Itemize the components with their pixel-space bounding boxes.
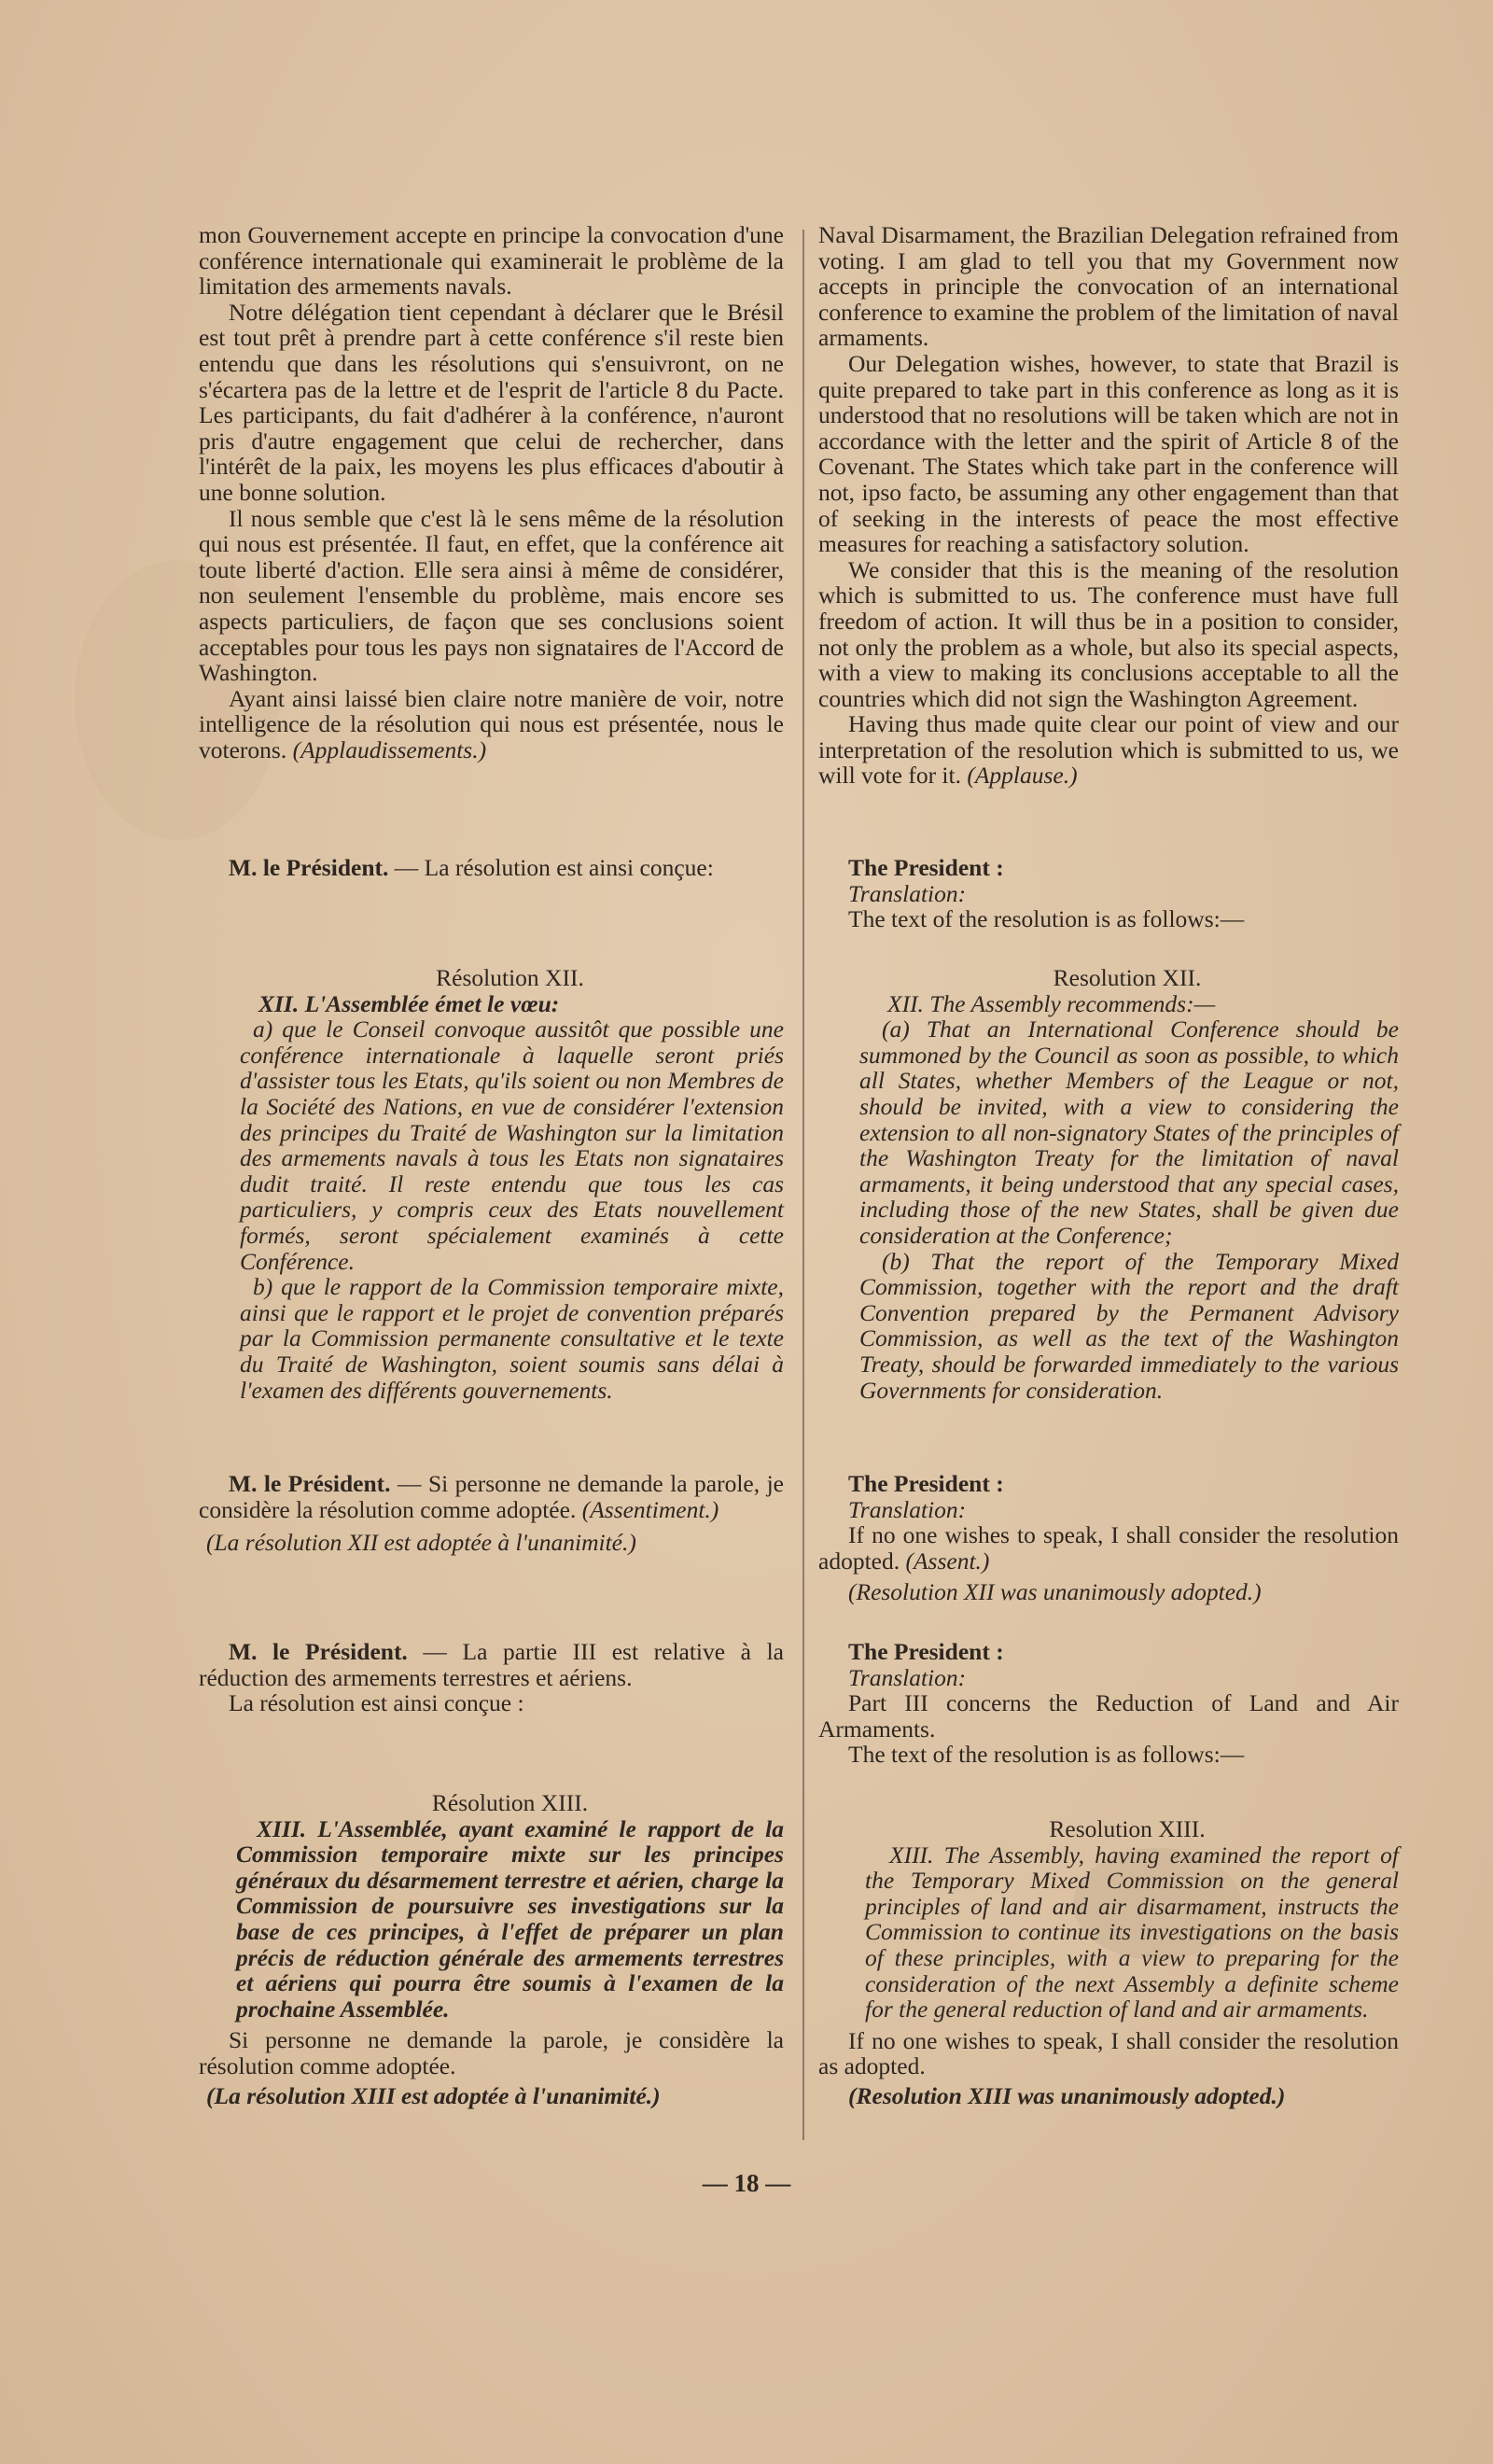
- resolution-clause: a) que le Conseil convoque aussitôt que possible une conférence internationale à laquelle seront priés d'assister tous les Etats, qu'ils soient ou non Membres de la Société des Nations, en vue de considérer l'extension des principes du Traité de Washington sur la limitation des armements navals à tous les Etats non signataires dudit traité. Il reste entendu que tous les cas particuliers, y compris ceux des Etats nouvellement formés, seront spécialement examinés à cette Conférence.: [240, 1015, 784, 1275]
- president-line: [199, 1639, 784, 1690]
- adoption-note: (La résolution XIII est adoptée à l'unanimité.): [206, 2081, 661, 2109]
- paragraph-text: Having thus made quite clear our point of view and our interpretation of the resolution which is submitted to us, we will vote for it.: [818, 710, 1399, 790]
- paragraph: Si personne ne demande la parole, je considère la résolution comme adoptée.: [199, 2026, 784, 2079]
- adoption-note: (Resolution XII was unanimously adopted.): [848, 1578, 1262, 1606]
- paragraph: We consider that this is the meaning of the resolution which is submitted to us. The conference must have full freedom of action. It will thus be in a position to consider, not only the problem as a whole, but also its special aspects, with a view to making its conclusions acceptable to all the countries which did not sign the Washington Agreement.: [818, 555, 1399, 712]
- speaker-name: The President :: [848, 1638, 1004, 1665]
- speaker-text: — La partie III est relative à la réduction des armements terrestres et aériens.: [199, 1638, 784, 1691]
- assent-note: (Assent.): [905, 1547, 990, 1575]
- page-number: — 18 —: [702, 2169, 791, 2197]
- speaker-text: — Si personne ne demande la parole, je considère la résolution comme adoptée.: [199, 1470, 784, 1523]
- speaker-name: The President :: [848, 854, 1004, 881]
- applause-note: (Applause.): [967, 762, 1078, 790]
- speaker-name: M. le Président.: [229, 854, 389, 881]
- paragraph: Part III concerns the Reduction of Land and Air Armaments.: [818, 1689, 1399, 1743]
- resolution-clause: (a) That an International Conference should be summoned by the Council as soon as possible, to which all States, whether Members of the League or not, should be invited, with a view to considering the extension to all non-signatory States of the principles of the Washington Treaty for the limitation of naval armaments, it being understood that any special cases, including those of the new States, shall be given due consideration at the Conference;: [859, 1015, 1399, 1249]
- speaker-text: If no one wishes to speak, I shall consider the resolution adopted.: [818, 1521, 1399, 1575]
- adoption-note: (La résolution XII est adoptée à l'unanimité.): [206, 1529, 636, 1557]
- paragraph: The text of the resolution is as follows:—: [848, 1741, 1245, 1769]
- assent-note: (Assentiment.): [581, 1495, 719, 1523]
- resolution-title: Resolution XIII.: [1049, 1815, 1206, 1842]
- speaker-name: M. le Président.: [229, 1638, 408, 1665]
- translation-label: Translation:: [848, 1663, 967, 1691]
- paragraph: Our Delegation wishes, however, to state that Brazil is quite prepared to take part in this conference as long as it is understood that no resolutions will be taken which are not in accordance with the letter and the spirit of Article 8 of the Covenant. The States which take part in the conference will not, ipso facto, be assuming any other engagement than that of seeking in the interests of peace the most effective measures for reaching a satisfactory solution.: [818, 349, 1399, 558]
- resolution-clause: (b) That the report of the Temporary Mixed Commission, together with the report and the draft Convention prepared by the Permanent Advisory Commission, as well as the text of the Washington Treaty, should be forwarded immediately to the various Governments for consideration.: [859, 1247, 1399, 1404]
- paragraph: Il nous semble que c'est là le sens même de la résolution qui nous est présentée. Il faut, en effet, que la conférence ait toute liberté d'action. Elle sera ainsi à même de considérer, non seulement l'ensemble du problème, mais encore ses aspects particuliers, de façon que ses conclusions soient acceptables pour tous les pays non signataires de l'Accord de Washington.: [199, 504, 784, 687]
- paragraph: [818, 1522, 1399, 1574]
- resolution-title: Résolution XII.: [436, 964, 584, 991]
- paragraph-text: Ayant ainsi laissé bien claire notre manière de voir, notre intelligence de la résolution qui nous est présentée, nous le voterons.: [199, 684, 784, 763]
- president-line: [199, 855, 784, 881]
- resolution-clause: b) que le rapport de la Commission temporaire mixte, ainsi que le rapport et le projet de convention préparés par la Commission permanente consultative et le texte du Traité de Washington, soient soumis sans délai à l'examen des différents gouvernements.: [240, 1273, 784, 1404]
- speaker-name: M. le Président.: [229, 1470, 391, 1497]
- paragraph: [199, 686, 784, 763]
- paragraph: Notre délégation tient cependant à déclarer que le Brésil est tout prêt à prendre part à cette conférence s'il reste bien entendu que dans les résolutions qui s'ensuivront, on ne s'écartera pas de la lettre et de l'esprit de l'article 8 du Pacte. Les participants, du fait d'adhérer à la conférence, n'auront pris d'autre engagement que celui de rechercher, dans l'intérêt de la paix, les moyens les plus efficaces d'aboutir à une bonne solution.: [199, 298, 784, 506]
- applause-note: (Applaudissements.): [292, 735, 487, 763]
- paragraph: La résolution est ainsi conçue :: [229, 1689, 524, 1717]
- paragraph: The text of the resolution is as follows:—: [848, 905, 1245, 933]
- column-divider: [802, 230, 804, 2140]
- resolution-title: Résolution XIII.: [431, 1789, 589, 1816]
- speaker-text: — La résolution est ainsi conçue:: [388, 854, 714, 881]
- adoption-note: (Resolution XIII was unanimously adopted.): [848, 2081, 1286, 2109]
- paragraph: If no one wishes to speak, I shall consider the resolution as adopted.: [818, 2026, 1399, 2080]
- paragraph: mon Gouvernement accepte en principe la convocation d'une conférence internationale qui examinerait le problème de la limitation des armements navals.: [199, 221, 784, 301]
- resolution-body: XIII. L'Assemblée, ayant examiné le rapport de la Commission temporaire mixte sur les principes généraux du désarmement terrestre et aérien, charge la Commission de poursuivre ses investigations sur la base de ces principes, à l'effet de préparer un plan précis de réduction générale des armements terrestres et aériens qui pourra être soumis à l'examen de la prochaine Assemblée.: [236, 1814, 784, 2023]
- paragraph: Naval Disarmament, the Brazilian Delegation refrained from voting. I am glad to tell you that my Government now accepts in principle the convocation of an international conference to examine the problem of the limitation of naval armaments.: [818, 221, 1399, 352]
- translation-label: Translation:: [848, 879, 967, 907]
- president-line: [199, 1471, 784, 1522]
- resolution-heading: XII. The Assembly recommends:—: [887, 989, 1216, 1017]
- resolution-body: XIII. The Assembly, having examined the report of the Temporary Mixed Commission on the general principles of land and air disarmament, instructs the Commission to continue its investigations on the basis of these principles, with a view to preparing for the consideration of the next Assembly a definite scheme for the general reduction of land and air armaments.: [865, 1841, 1399, 2023]
- paragraph: [818, 711, 1399, 789]
- speaker-name: The President :: [848, 1470, 1004, 1497]
- translation-label: Translation:: [848, 1495, 967, 1523]
- resolution-title: Resolution XII.: [1053, 964, 1202, 991]
- resolution-heading: XII. L'Assemblée émet le vœu:: [258, 989, 560, 1017]
